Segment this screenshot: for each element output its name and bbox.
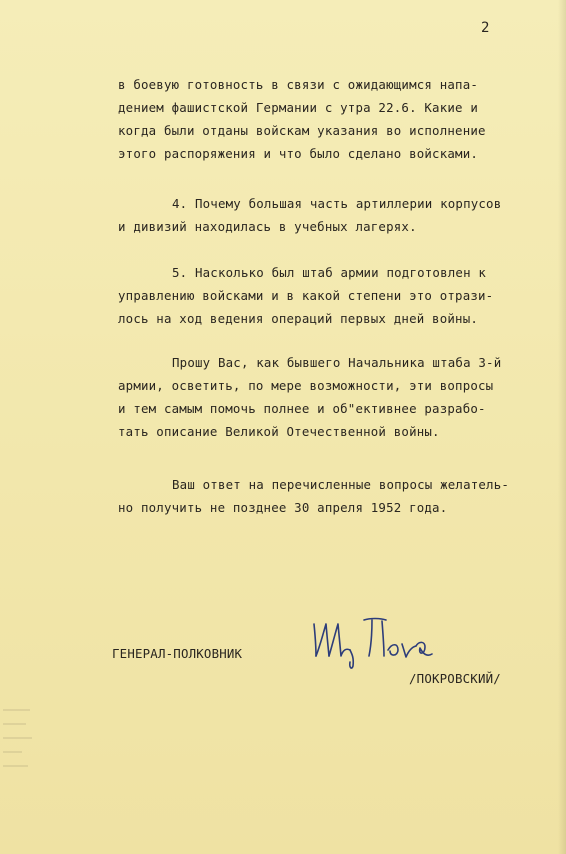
text-line: Прошу Вас, как бывшего Начальника штаба 3-й bbox=[172, 355, 502, 370]
text-line: дением фашистской Германии с утра 22.6. Какие и bbox=[118, 100, 479, 115]
text-line: лось на ход ведения операций первых дней войны. bbox=[118, 311, 479, 326]
text-line: Ваш ответ на перечисленные вопросы желатель- bbox=[172, 477, 510, 492]
text-line: но получить не позднее 30 апреля 1952 года. bbox=[118, 500, 448, 515]
text-line: и тем самым помочь полнее и об"ективнее разрабо- bbox=[118, 401, 486, 416]
text-line: 5. Насколько был штаб армии подготовлен к bbox=[172, 265, 487, 280]
bleed-through-marks bbox=[0, 700, 40, 790]
paragraph-question-5 bbox=[118, 261, 550, 330]
paragraph-continuation bbox=[118, 73, 550, 165]
paragraph-request bbox=[118, 351, 550, 443]
signatory-rank: ГЕНЕРАЛ-ПОЛКОВНИК bbox=[112, 646, 243, 661]
page-number: 2 bbox=[481, 20, 491, 36]
signatory-name: /ПОКРОВСКИЙ/ bbox=[409, 671, 501, 686]
text-line: тать описание Великой Отечественной войны. bbox=[118, 424, 440, 439]
paragraph-question-4 bbox=[118, 192, 550, 238]
text-line: в боевую готовность в связи с ожидающимся напа- bbox=[118, 77, 479, 92]
text-line: этого распоряжения и что было сделано войсками. bbox=[118, 146, 479, 161]
text-line: армии, осветить, по мере возможности, эти вопросы bbox=[118, 378, 494, 393]
handwritten-signature bbox=[306, 610, 438, 672]
text-line: когда были отданы войскам указания во исполнение bbox=[118, 123, 486, 138]
text-line: управлению войсками и в какой степени это отрази- bbox=[118, 288, 494, 303]
text-line: 4. Почему большая часть артиллерии корпусов bbox=[172, 196, 502, 211]
paragraph-deadline bbox=[118, 473, 550, 519]
text-line: и дивизий находилась в учебных лагерях. bbox=[118, 219, 417, 234]
